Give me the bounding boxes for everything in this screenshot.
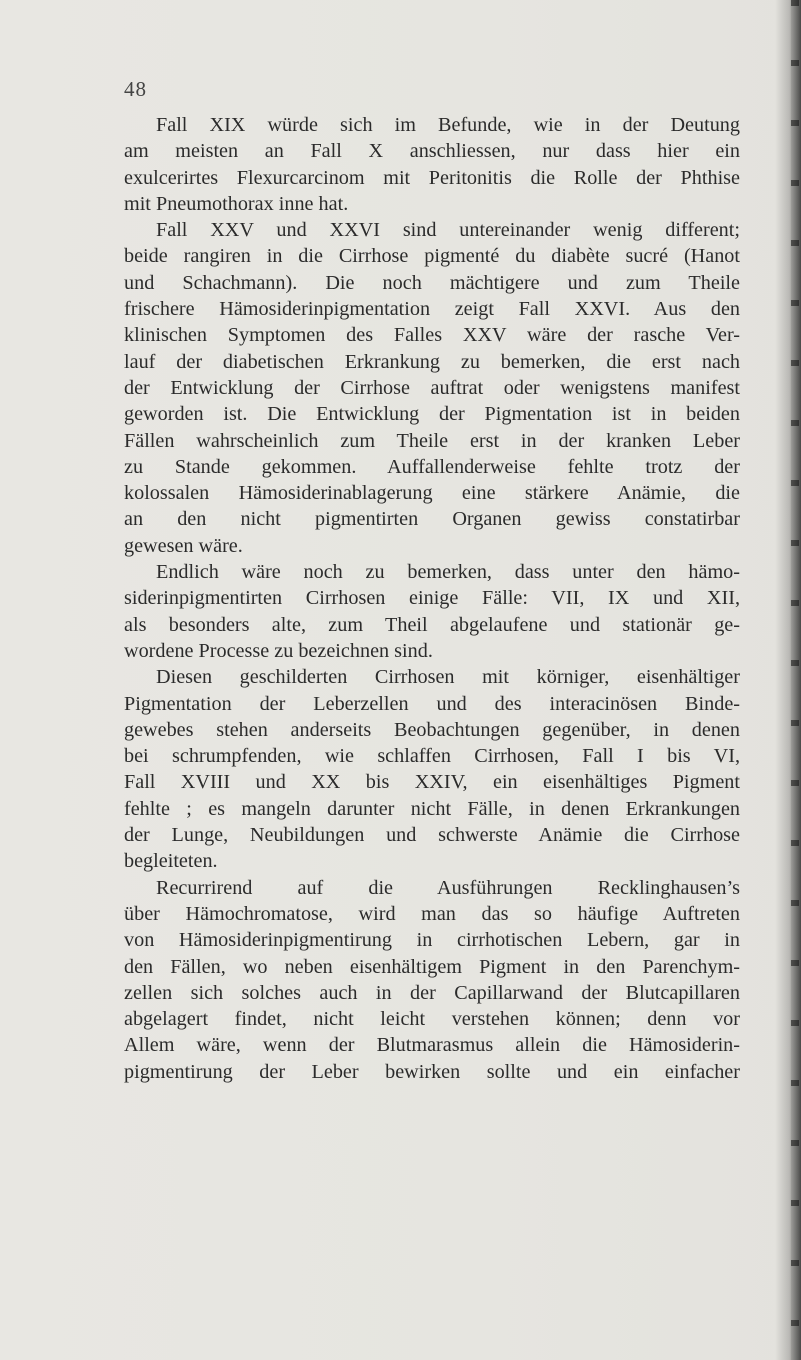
text-line: bei schrumpfenden, wie schlaffen Cirrhosen, Fall I bis VI, (124, 745, 740, 768)
text-line: lauf der diabetischen Erkrankung zu bemerken, die erst nach (124, 350, 740, 373)
text-line: Recurrirend auf die Ausführungen Recklinghausen’s (156, 876, 740, 899)
body-text (124, 112, 740, 1085)
text-line: den Fällen, wo neben eisenhältigem Pigment in den Parenchym- (124, 955, 740, 978)
text-line: kolossalen Hämosiderinablagerung eine stärkere Anämie, die (124, 482, 740, 505)
text-line: frischere Hämosiderinpigmentation zeigt Fall XXVI. Aus den (124, 298, 740, 321)
text-line: zellen sich solches auch in der Capillarwand der Blutcapillaren (124, 981, 740, 1004)
text-line: wordene Processe zu bezeichnen sind. (124, 639, 433, 662)
text-line: der Lunge, Neubildungen und schwerste Anämie die Cirrhose (124, 824, 740, 847)
text-line: als besonders alte, zum Theil abgelaufene und stationär ge- (124, 613, 740, 636)
text-line: gewebes stehen anderseits Beobachtungen gegenüber, in denen (124, 718, 740, 741)
text-line: Fall XIX würde sich im Befunde, wie in der Deutung (156, 114, 740, 136)
text-line: der Entwicklung der Cirrhose auftrat oder wenigstens manifest (124, 376, 740, 399)
text-line: von Hämosiderinpigmentirung in cirrhotischen Lebern, gar in (124, 929, 740, 952)
text-line: pigmentirung der Leber bewirken sollte und ein einfacher (124, 1060, 740, 1083)
text-line: abgelagert findet, nicht leicht verstehen können; denn vor (124, 1008, 740, 1031)
text-line: zu Stande gekommen. Auffallenderweise fehlte trotz der (124, 455, 740, 478)
text-line: Fall XXV und XXVI sind untereinander wenig different; (156, 219, 740, 242)
text-line: und Schachmann). Die noch mächtigere und zum Theile (124, 271, 740, 294)
text-line: Diesen geschilderten Cirrhosen mit körniger, eisenhältiger (156, 666, 740, 689)
text-line: am meisten an Fall X anschliessen, nur dass hier ein (124, 140, 740, 163)
text-line: begleiteten. (124, 850, 218, 873)
text-line: beide rangiren in die Cirrhose pigmenté du diabète sucré (Hanot (124, 245, 740, 268)
text-line: klinischen Symptomen des Falles XXV wäre der rasche Ver- (124, 324, 740, 347)
text-line: siderinpigmentirten Cirrhosen einige Fälle: VII, IX und XII, (124, 587, 740, 610)
text-line: gewesen wäre. (124, 534, 243, 557)
text-line: fehlte ; es mangeln darunter nicht Fälle, in denen Erkrankungen (124, 797, 740, 820)
text-line: an den nicht pigmentirten Organen gewiss constatirbar (124, 508, 740, 531)
text-line: exulcerirtes Flexurcarcinom mit Peritonitis die Rolle der Phthise (124, 166, 740, 189)
text-line: mit Pneumothorax inne hat. (124, 192, 349, 215)
page-number: 48 (124, 77, 147, 101)
text-line: Fall XVIII und XX bis XXIV, ein eisenhältiges Pigment (124, 771, 740, 794)
text-line: Pigmentation der Leberzellen und des interacinösen Binde- (124, 692, 740, 715)
page-edge-marks (791, 0, 799, 1360)
text-line: Endlich wäre noch zu bemerken, dass unter den hämo- (156, 561, 740, 584)
text-line: geworden ist. Die Entwicklung der Pigmentation ist in beiden (124, 403, 740, 426)
text-line: Fällen wahrscheinlich zum Theile erst in der kranken Leber (124, 429, 740, 452)
text-line: über Hämochromatose, wird man das so häufige Auftreten (124, 902, 740, 925)
text-line: Allem wäre, wenn der Blutmarasmus allein die Hämosiderin- (124, 1034, 740, 1057)
